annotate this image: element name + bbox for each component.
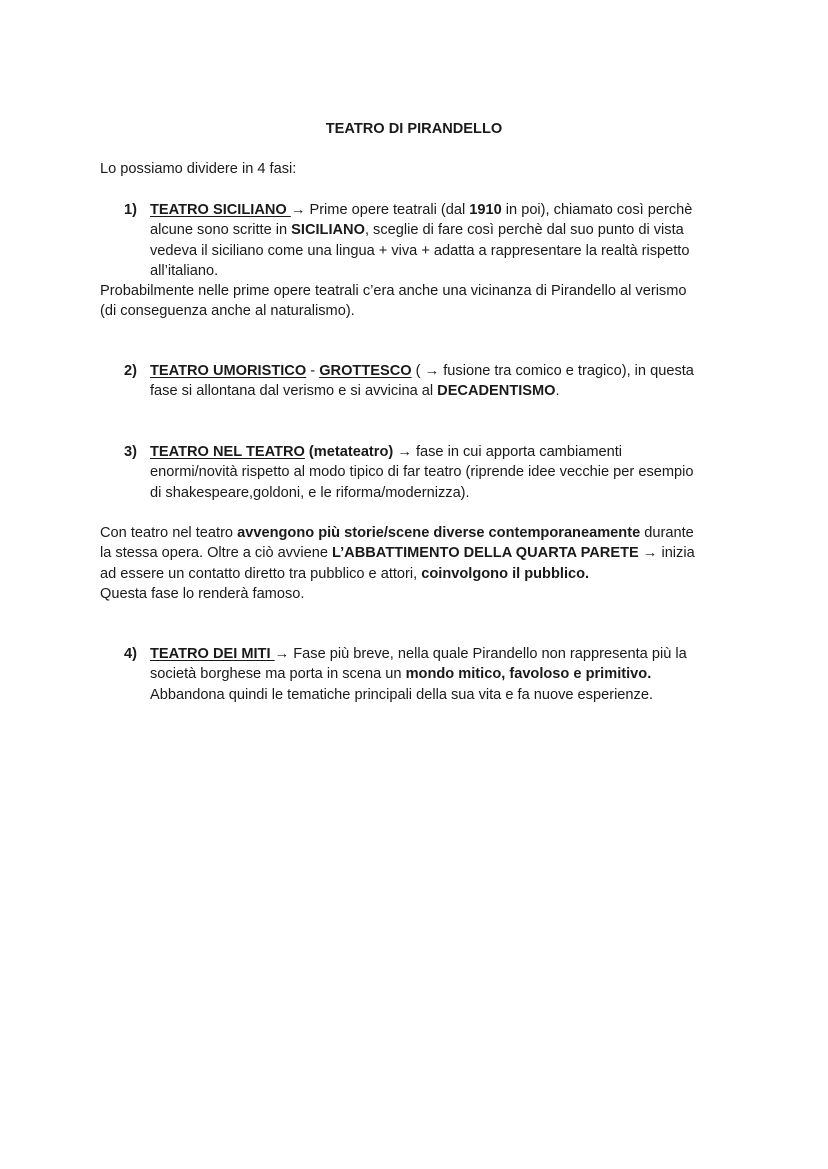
phase-4-text: Abbandona quindi le tematiche principali della sua vita e fa nuove esperienze. xyxy=(150,686,654,703)
arrow-icon: → xyxy=(397,444,412,460)
phase-2-text: . xyxy=(555,383,560,400)
phase-4-text: Fase più breve, nella quale Pirandello non rappresenta più la xyxy=(289,646,687,662)
paragraph-bold: coinvolgono il pubblico. xyxy=(421,565,590,582)
phase-1-text: alcune sono scritte in xyxy=(150,222,292,239)
siciliano-term: SICILIANO xyxy=(291,222,365,239)
separator: - xyxy=(306,363,320,379)
metateatro-term: (metateatro) xyxy=(304,444,394,460)
paragraph-text: Con teatro nel teatro xyxy=(100,525,238,541)
arrow-icon: → xyxy=(274,646,290,662)
arrow-icon: → xyxy=(642,545,658,562)
year-1910: 1910 xyxy=(469,202,502,218)
phase-3-text: fase in cui apporta cambiamenti xyxy=(411,444,623,460)
phase-4-text: società borghese ma porta in scena un xyxy=(150,666,406,683)
phase-3-number: 3) xyxy=(124,444,137,460)
phase-4 xyxy=(124,644,724,705)
paragraph-line: (di conseguenza anche al naturalismo). xyxy=(100,303,355,320)
phase-1 xyxy=(124,200,724,281)
phase-1-number: 1) xyxy=(124,202,137,218)
phase-1-title: TEATRO SICILIANO xyxy=(150,202,291,218)
paragraph-verismo xyxy=(100,281,730,322)
arrow-icon: → xyxy=(290,202,306,218)
phase-2-text: fusione tra comico e tragico), in questa xyxy=(439,363,694,379)
paragraph-text: ad essere un contatto diretto tra pubblico e attori, xyxy=(100,565,422,582)
phase-4-title: TEATRO DEI MITI xyxy=(150,646,275,662)
decadentismo-term: DECADENTISMO xyxy=(437,383,556,400)
paragraph-line: Probabilmente nelle prime opere teatrali c’era anche una vicinanza di Pirandello al verismo xyxy=(100,283,687,299)
paragraph-bold: avvengono più storie/scene diverse contemporaneamente xyxy=(237,525,641,541)
arrow-icon: → xyxy=(424,363,440,379)
phase-4-number: 4) xyxy=(124,646,137,662)
phase-2-text: ( xyxy=(411,363,425,379)
paragraph-text: durante xyxy=(640,525,694,541)
phase-2-text: fase si allontana dal verismo e si avvicina al xyxy=(150,383,438,400)
phase-4-bold: mondo mitico, favoloso e primitivo. xyxy=(405,666,652,683)
phase-1-text: vedeva il siciliano come una lingua + viva + adatta a rappresentare la realtà rispetto xyxy=(150,242,690,259)
phase-3 xyxy=(124,442,724,503)
phase-1-text: all’italiano. xyxy=(150,262,219,279)
paragraph-metateatro xyxy=(100,523,730,604)
phase-2-title-b: GROTTESCO xyxy=(319,363,412,379)
phase-3-text: enormi/novità rispetto al modo tipico di far teatro (riprende idee vecchie per esempio xyxy=(150,464,694,481)
phase-2 xyxy=(124,361,724,402)
paragraph-text: inizia xyxy=(657,545,695,562)
phase-1-text: , sceglie di fare così perchè dal suo punto di vista xyxy=(364,222,684,239)
phase-3-title: TEATRO NEL TEATRO xyxy=(150,444,305,460)
paragraph-text: la stessa opera. Oltre a ciò avviene xyxy=(100,545,332,562)
quarta-parete-term: L’ABBATTIMENTO DELLA QUARTA PARETE xyxy=(332,545,639,562)
phase-1-text: in poi), chiamato così perchè xyxy=(501,202,693,218)
intro-text: Lo possiamo dividere in 4 fasi: xyxy=(100,161,297,177)
paragraph-text: Questa fase lo renderà famoso. xyxy=(100,585,305,602)
phase-1-text: Prime opere teatrali (dal xyxy=(305,202,470,218)
phase-3-text: di shakespeare,goldoni, e le riforma/modernizza). xyxy=(150,484,470,501)
phase-2-title-a: TEATRO UMORISTICO xyxy=(150,363,307,379)
page-title: TEATRO DI PIRANDELLO xyxy=(325,121,503,137)
phase-2-number: 2) xyxy=(124,363,137,379)
